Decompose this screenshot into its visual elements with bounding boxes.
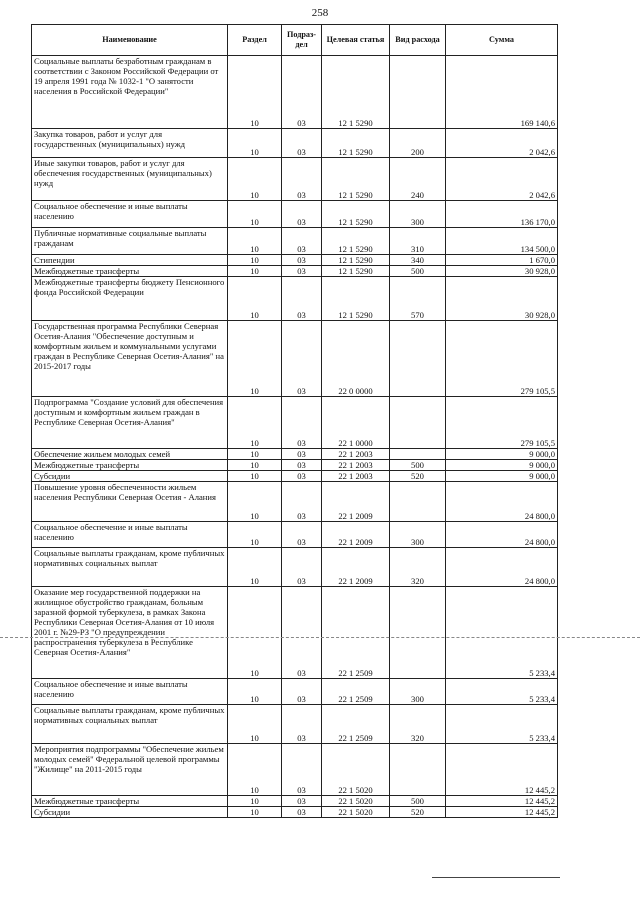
row-section: 10 bbox=[228, 255, 282, 266]
row-subsection: 03 bbox=[282, 228, 322, 255]
row-target: 22 1 2509 bbox=[322, 587, 390, 679]
row-subsection: 03 bbox=[282, 397, 322, 449]
row-subsection: 03 bbox=[282, 471, 322, 482]
row-subsection: 03 bbox=[282, 266, 322, 277]
header-subsection: Подраз-дел bbox=[282, 25, 322, 56]
row-name: Социальное обеспечение и иные выплаты населению bbox=[32, 201, 228, 228]
table-row bbox=[32, 744, 558, 796]
row-section: 10 bbox=[228, 129, 282, 158]
row-section: 10 bbox=[228, 397, 282, 449]
row-subsection: 03 bbox=[282, 548, 322, 587]
row-amount: 5 233,4 bbox=[446, 587, 558, 679]
budget-table bbox=[31, 24, 558, 818]
row-expense bbox=[390, 321, 446, 397]
row-name: Межбюджетные трансферты bbox=[32, 460, 228, 471]
row-subsection: 03 bbox=[282, 277, 322, 321]
row-target: 12 1 5290 bbox=[322, 266, 390, 277]
row-amount: 5 233,4 bbox=[446, 705, 558, 744]
row-target: 22 1 2009 bbox=[322, 482, 390, 522]
row-expense: 520 bbox=[390, 471, 446, 482]
row-subsection: 03 bbox=[282, 460, 322, 471]
row-name: Обеспечение жильем молодых семей bbox=[32, 449, 228, 460]
row-section: 10 bbox=[228, 705, 282, 744]
row-amount: 169 140,6 bbox=[446, 56, 558, 129]
row-section: 10 bbox=[228, 321, 282, 397]
row-section: 10 bbox=[228, 796, 282, 807]
row-name: Стипендии bbox=[32, 255, 228, 266]
table-row bbox=[32, 679, 558, 705]
row-name: Оказание мер государственной поддержки на жилищное обустройство гражданам, больным заразной формой туберкулеза, в рамках Закона Республики Северная Осетия-Алания от 10 июля 2001 г. №29-РЗ "О предупреждении распространения туберкулеза в Республике Северная Осетия-Алания" bbox=[32, 587, 228, 679]
row-expense: 500 bbox=[390, 460, 446, 471]
row-target: 22 0 0000 bbox=[322, 321, 390, 397]
table-row bbox=[32, 277, 558, 321]
row-target: 22 1 2509 bbox=[322, 705, 390, 744]
row-target: 22 1 0000 bbox=[322, 397, 390, 449]
row-amount: 24 800,0 bbox=[446, 522, 558, 548]
row-amount: 12 445,2 bbox=[446, 744, 558, 796]
row-subsection: 03 bbox=[282, 587, 322, 679]
table-row bbox=[32, 56, 558, 129]
row-subsection: 03 bbox=[282, 158, 322, 201]
page-number: 258 bbox=[311, 7, 329, 19]
row-amount: 12 445,2 bbox=[446, 796, 558, 807]
row-name: Межбюджетные трансферты бюджету Пенсионного фонда Российской Федерации bbox=[32, 277, 228, 321]
row-amount: 30 928,0 bbox=[446, 277, 558, 321]
row-section: 10 bbox=[228, 201, 282, 228]
row-target: 22 1 2009 bbox=[322, 522, 390, 548]
table-body bbox=[32, 56, 558, 818]
row-section: 10 bbox=[228, 471, 282, 482]
row-subsection: 03 bbox=[282, 807, 322, 818]
row-section: 10 bbox=[228, 482, 282, 522]
row-expense bbox=[390, 482, 446, 522]
row-name: Субсидии bbox=[32, 807, 228, 818]
row-target: 12 1 5290 bbox=[322, 129, 390, 158]
row-subsection: 03 bbox=[282, 522, 322, 548]
table-row bbox=[32, 129, 558, 158]
row-section: 10 bbox=[228, 548, 282, 587]
row-section: 10 bbox=[228, 587, 282, 679]
row-target: 12 1 5290 bbox=[322, 201, 390, 228]
row-expense bbox=[390, 587, 446, 679]
table-row bbox=[32, 471, 558, 482]
row-amount: 136 170,0 bbox=[446, 201, 558, 228]
row-subsection: 03 bbox=[282, 56, 322, 129]
row-amount: 9 000,0 bbox=[446, 460, 558, 471]
header-target: Целевая статья bbox=[322, 25, 390, 56]
table-row bbox=[32, 158, 558, 201]
row-name: Государственная программа Республики Северная Осетия-Алания "Обеспечение доступным и комфортным жильем и коммунальными услугами граждан в Республике Северная Осетия-Алания" на 2015-2017 годы bbox=[32, 321, 228, 397]
row-name: Социальные выплаты безработным гражданам в соответствии с Законом Российской Федерации от 19 апреля 1991 года № 1032-1 "О занятости населения в Российской Федерации" bbox=[32, 56, 228, 129]
row-section: 10 bbox=[228, 807, 282, 818]
row-expense: 570 bbox=[390, 277, 446, 321]
header-amount: Сумма bbox=[446, 25, 558, 56]
row-amount: 24 800,0 bbox=[446, 548, 558, 587]
row-amount: 134 500,0 bbox=[446, 228, 558, 255]
table-row bbox=[32, 522, 558, 548]
row-target: 12 1 5290 bbox=[322, 255, 390, 266]
row-expense: 320 bbox=[390, 705, 446, 744]
row-subsection: 03 bbox=[282, 796, 322, 807]
row-section: 10 bbox=[228, 460, 282, 471]
row-subsection: 03 bbox=[282, 705, 322, 744]
header-row bbox=[32, 25, 558, 56]
row-expense: 200 bbox=[390, 129, 446, 158]
row-target: 12 1 5290 bbox=[322, 277, 390, 321]
row-name: Социальные выплаты гражданам, кроме публичных нормативных социальных выплат bbox=[32, 705, 228, 744]
table-row bbox=[32, 807, 558, 818]
row-section: 10 bbox=[228, 277, 282, 321]
row-section: 10 bbox=[228, 266, 282, 277]
row-subsection: 03 bbox=[282, 321, 322, 397]
scan-artifact-line bbox=[0, 637, 640, 638]
row-section: 10 bbox=[228, 744, 282, 796]
row-expense: 300 bbox=[390, 201, 446, 228]
row-target: 12 1 5290 bbox=[322, 56, 390, 129]
row-name: Межбюджетные трансферты bbox=[32, 266, 228, 277]
row-name: Социальное обеспечение и иные выплаты населению bbox=[32, 679, 228, 705]
table-row bbox=[32, 548, 558, 587]
row-target: 22 1 2003 bbox=[322, 449, 390, 460]
row-target: 22 1 2003 bbox=[322, 471, 390, 482]
row-amount: 1 670,0 bbox=[446, 255, 558, 266]
row-expense bbox=[390, 449, 446, 460]
row-subsection: 03 bbox=[282, 255, 322, 266]
table-row bbox=[32, 587, 558, 679]
row-expense: 520 bbox=[390, 807, 446, 818]
row-amount: 12 445,2 bbox=[446, 807, 558, 818]
row-name: Иные закупки товаров, работ и услуг для обеспечения государственных (муниципальных) нужд bbox=[32, 158, 228, 201]
table-row bbox=[32, 460, 558, 471]
row-expense: 300 bbox=[390, 679, 446, 705]
row-name: Мероприятия подпрограммы "Обеспечение жильем молодых семей" Федеральной целевой программы "Жилище" на 2011-2015 годы bbox=[32, 744, 228, 796]
row-amount: 9 000,0 bbox=[446, 471, 558, 482]
row-target: 22 1 5020 bbox=[322, 796, 390, 807]
row-name: Повышение уровня обеспеченности жильем населения Республики Северная Осетия - Алания bbox=[32, 482, 228, 522]
row-expense bbox=[390, 56, 446, 129]
row-expense bbox=[390, 744, 446, 796]
row-expense: 500 bbox=[390, 796, 446, 807]
row-name: Закупка товаров, работ и услуг для государственных (муниципальных) нужд bbox=[32, 129, 228, 158]
row-amount: 24 800,0 bbox=[446, 482, 558, 522]
row-subsection: 03 bbox=[282, 744, 322, 796]
table-row bbox=[32, 796, 558, 807]
row-expense: 320 bbox=[390, 548, 446, 587]
row-target: 12 1 5290 bbox=[322, 228, 390, 255]
table-row bbox=[32, 705, 558, 744]
row-amount: 279 105,5 bbox=[446, 321, 558, 397]
row-subsection: 03 bbox=[282, 679, 322, 705]
row-subsection: 03 bbox=[282, 129, 322, 158]
row-target: 22 1 2009 bbox=[322, 548, 390, 587]
row-name: Социальное обеспечение и иные выплаты населению bbox=[32, 522, 228, 548]
row-expense: 500 bbox=[390, 266, 446, 277]
table-row bbox=[32, 266, 558, 277]
row-section: 10 bbox=[228, 56, 282, 129]
header-expense: Вид расхода bbox=[390, 25, 446, 56]
row-expense: 240 bbox=[390, 158, 446, 201]
header-name: Наименование bbox=[32, 25, 228, 56]
table-row bbox=[32, 201, 558, 228]
row-target: 22 1 5020 bbox=[322, 807, 390, 818]
table-row bbox=[32, 482, 558, 522]
footer-rule bbox=[432, 877, 560, 878]
table-row bbox=[32, 449, 558, 460]
row-target: 22 1 2509 bbox=[322, 679, 390, 705]
row-section: 10 bbox=[228, 158, 282, 201]
table-row bbox=[32, 321, 558, 397]
row-name: Подпрограмма "Создание условий для обеспечения доступным и комфортным жильем граждан в Республике Северная Осетия-Алания" bbox=[32, 397, 228, 449]
row-expense: 310 bbox=[390, 228, 446, 255]
row-name: Межбюджетные трансферты bbox=[32, 796, 228, 807]
row-section: 10 bbox=[228, 522, 282, 548]
row-target: 22 1 2003 bbox=[322, 460, 390, 471]
row-subsection: 03 bbox=[282, 201, 322, 228]
row-name: Субсидии bbox=[32, 471, 228, 482]
table-row bbox=[32, 397, 558, 449]
row-amount: 9 000,0 bbox=[446, 449, 558, 460]
table-row bbox=[32, 228, 558, 255]
table-row bbox=[32, 255, 558, 266]
row-section: 10 bbox=[228, 449, 282, 460]
row-subsection: 03 bbox=[282, 482, 322, 522]
row-section: 10 bbox=[228, 228, 282, 255]
row-target: 12 1 5290 bbox=[322, 158, 390, 201]
row-name: Социальные выплаты гражданам, кроме публичных нормативных социальных выплат bbox=[32, 548, 228, 587]
row-amount: 279 105,5 bbox=[446, 397, 558, 449]
row-target: 22 1 5020 bbox=[322, 744, 390, 796]
row-subsection: 03 bbox=[282, 449, 322, 460]
row-expense: 300 bbox=[390, 522, 446, 548]
row-amount: 2 042,6 bbox=[446, 158, 558, 201]
row-expense bbox=[390, 397, 446, 449]
row-amount: 2 042,6 bbox=[446, 129, 558, 158]
row-expense: 340 bbox=[390, 255, 446, 266]
header-section: Раздел bbox=[228, 25, 282, 56]
row-section: 10 bbox=[228, 679, 282, 705]
row-name: Публичные нормативные социальные выплаты гражданам bbox=[32, 228, 228, 255]
row-amount: 5 233,4 bbox=[446, 679, 558, 705]
row-amount: 30 928,0 bbox=[446, 266, 558, 277]
